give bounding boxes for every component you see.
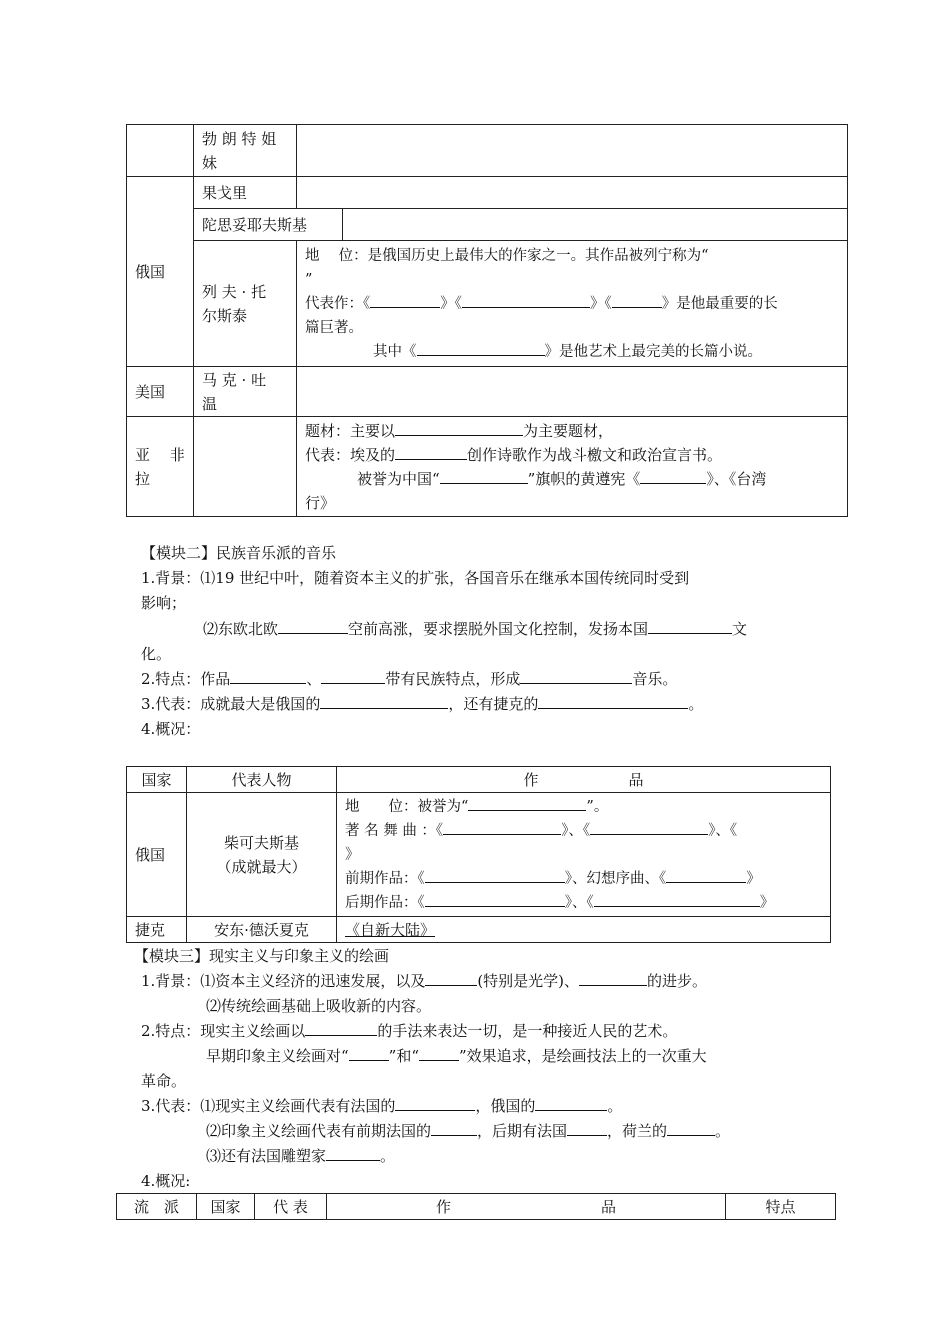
person-dvorak: 安东·德沃夏克 bbox=[187, 917, 337, 943]
music-table bbox=[126, 766, 831, 943]
country-russia: 俄国 bbox=[127, 793, 187, 917]
module3-representatives-3: ⑶还有法国雕塑家 。 bbox=[206, 1147, 396, 1165]
blank[interactable] bbox=[395, 1096, 475, 1111]
module3-overview: 4.概况: bbox=[141, 1172, 191, 1190]
dostoevsky-content bbox=[343, 209, 848, 241]
blank[interactable] bbox=[349, 1046, 389, 1061]
person-twain: 马 克 · 吐 温 bbox=[194, 367, 297, 417]
country-russia: 俄国 bbox=[127, 177, 194, 367]
blank[interactable] bbox=[425, 971, 477, 986]
person-gogol: 果戈里 bbox=[194, 177, 297, 209]
blank[interactable] bbox=[590, 820, 708, 835]
blank[interactable] bbox=[425, 892, 565, 907]
painting-table bbox=[116, 1193, 836, 1220]
country-cell-empty bbox=[127, 125, 194, 177]
blank[interactable] bbox=[594, 892, 760, 907]
asia-content: 题材：主要以 为主要题材， 代表：埃及的 创作诗歌作为战斗檄文和政治宣言书。 被誉为中国“ ”旗帜的黄遵宪《 》、《台湾 行》 bbox=[297, 417, 848, 517]
bronte-content bbox=[297, 125, 848, 177]
header-school: 流 派 bbox=[117, 1194, 197, 1220]
module3-features-3: 革命。 bbox=[141, 1072, 187, 1090]
person-bronte: 勃 朗 特 姐 妹 bbox=[194, 125, 297, 177]
blank[interactable] bbox=[425, 868, 565, 883]
blank[interactable] bbox=[579, 971, 647, 986]
module2-background-1b: 影响； bbox=[141, 594, 187, 612]
tolstoy-content: 地 位：是俄国历史上最伟大的作家之一。其作品被列宁称为“ ” 代表作：《 》《 》《 》是他最重要的长 篇巨著。 其中《 》是他艺术上最完美的长篇小说。 bbox=[297, 241, 848, 367]
blank[interactable] bbox=[431, 1121, 477, 1136]
blank[interactable] bbox=[417, 341, 545, 356]
asia-person-empty bbox=[194, 417, 297, 517]
module3-background-2: ⑵传统绘画基础上吸收新的内容。 bbox=[206, 997, 432, 1015]
header-country: 国家 bbox=[127, 767, 187, 793]
blank[interactable] bbox=[370, 293, 440, 308]
header-person: 代表人物 bbox=[187, 767, 337, 793]
blank[interactable] bbox=[538, 694, 688, 709]
blank[interactable] bbox=[612, 293, 662, 308]
module2-background-2: ⑵东欧北欧 空前高涨，要求摆脱外国文化控制，发扬本国 文 bbox=[203, 620, 748, 638]
blank[interactable] bbox=[395, 421, 523, 436]
blank[interactable] bbox=[520, 669, 632, 684]
blank[interactable] bbox=[462, 293, 590, 308]
module2-background-1: 1.背景：⑴19 世纪中叶，随着资本主义的扩张，各国音乐在继承本国传统同时受到 bbox=[141, 569, 690, 587]
blank[interactable] bbox=[468, 796, 586, 811]
module3-title: 【模块三】现实主义与印象主义的绘画 bbox=[134, 947, 390, 965]
module2-background-2b: 化。 bbox=[141, 645, 172, 663]
module3-background-1: 1.背景：⑴资本主义经济的迅速发展，以及 (特别是光学)、 的进步。 bbox=[141, 972, 708, 990]
header-features: 特点 bbox=[726, 1194, 836, 1220]
module3-features-2: 早期印象主义绘画对“ ”和“ ”效果追求，是绘画技法上的一次重大 bbox=[206, 1047, 707, 1065]
blank[interactable] bbox=[326, 1146, 380, 1161]
blank[interactable] bbox=[440, 469, 528, 484]
blank[interactable] bbox=[305, 1021, 377, 1036]
blank[interactable] bbox=[395, 445, 467, 460]
twain-content bbox=[297, 367, 848, 417]
blank[interactable] bbox=[535, 1096, 607, 1111]
blank[interactable] bbox=[648, 619, 732, 634]
module2-features: 2.特点：作品 、 带有民族特点，形成 音乐。 bbox=[141, 670, 678, 688]
blank[interactable] bbox=[567, 1121, 607, 1136]
person-tolstoy: 列 夫 · 托 尔斯泰 bbox=[194, 241, 297, 367]
gogol-content bbox=[297, 177, 848, 209]
module2-overview: 4.概况： bbox=[141, 720, 201, 738]
blank[interactable] bbox=[443, 820, 561, 835]
blank[interactable] bbox=[667, 1121, 715, 1136]
module2-title: 【模块二】民族音乐派的音乐 bbox=[141, 544, 337, 562]
blank[interactable] bbox=[278, 619, 348, 634]
blank[interactable] bbox=[321, 669, 385, 684]
blank[interactable] bbox=[640, 469, 706, 484]
module3-representatives-2: ⑵印象主义绘画代表有前期法国的 ，后期有法国 ，荷兰的 。 bbox=[206, 1122, 731, 1140]
country-usa: 美国 bbox=[127, 367, 194, 417]
tchaikovsky-works: 地 位：被誉为“ ”。 著 名 舞 曲 ：《 》、《 》、《 》 前期作品：《 》、幻想序曲、《 》 后期作品：《 》、《 》 bbox=[337, 793, 831, 917]
module2-representatives: 3.代表：成就最大是俄国的 ，还有捷克的 。 bbox=[141, 695, 704, 713]
person-tchaikovsky: 柴可夫斯基 （成就最大） bbox=[187, 793, 337, 917]
writers-table bbox=[126, 124, 848, 517]
blank[interactable] bbox=[666, 868, 746, 883]
header-representative: 代 表 bbox=[255, 1194, 327, 1220]
header-works: 作 品 bbox=[337, 767, 831, 793]
blank[interactable] bbox=[419, 1046, 459, 1061]
country-czech: 捷克 bbox=[127, 917, 187, 943]
module3-features-1: 2.特点：现实主义绘画以 的手法来表达一切，是一种接近人民的艺术。 bbox=[141, 1022, 678, 1040]
country-asia-africa-latin: 亚 非 拉 bbox=[127, 417, 194, 517]
module3-representatives-1: 3.代表：⑴现实主义绘画代表有法国的 ，俄国的 。 bbox=[141, 1097, 623, 1115]
person-dostoevsky: 陀思妥耶夫斯基 bbox=[194, 209, 343, 241]
header-works: 作 品 bbox=[327, 1194, 726, 1220]
dvorak-works: 《自新大陆》 bbox=[337, 917, 831, 943]
blank[interactable] bbox=[230, 669, 306, 684]
blank[interactable] bbox=[320, 694, 448, 709]
header-country: 国家 bbox=[197, 1194, 255, 1220]
